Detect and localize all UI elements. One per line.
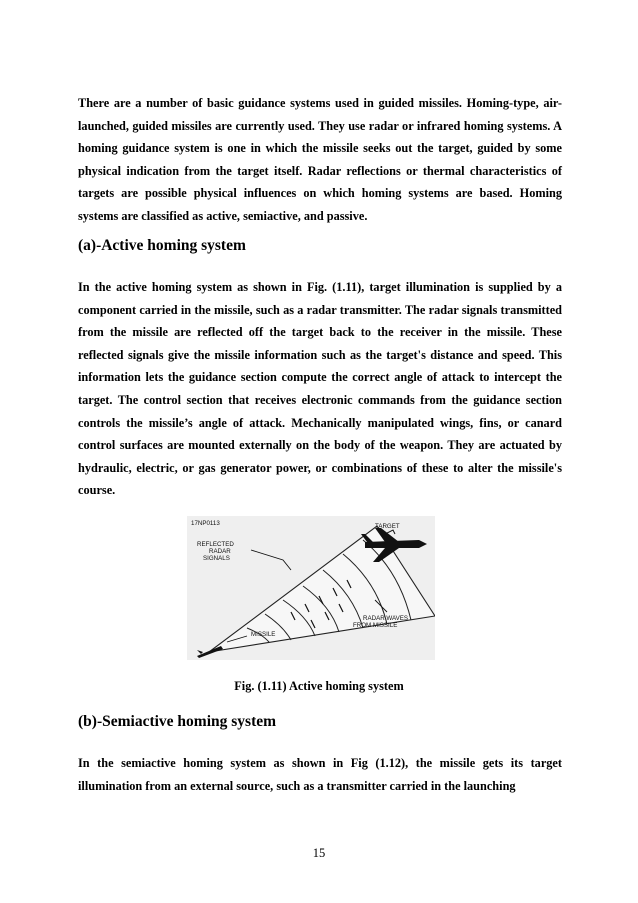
figure-caption: Fig. (1.11) Active homing system — [234, 679, 404, 693]
page-number: 15 — [312, 846, 326, 860]
waves-label-line-1: RADAR WAVES — [363, 615, 409, 622]
reflected-label-line-3: SIGNALS — [203, 555, 230, 562]
active-homing-heading: (a)-Active homing system — [78, 237, 246, 254]
waves-label-line-2: FROM MISSILE — [353, 622, 398, 629]
active-homing-paragraph: In the active homing system as shown in Fig. (1.11), target illumination is supplied by a component carried in the missile, such as a radar transmitter. The radar signals transmitted from the missile are reflected off the target back to the receiver in the missile. These reflected signals give the missile information such as the target's distance and speed. This information lets the guidance section compute the correct angle of attack to intercept the target. The control section that receives electronic commands from the guidance section controls the missile’s angle of attack. Mechanically manipulated wings, fins, or canard control surfaces are mounted externally on the body of the weapon. They are actuated by hydraulic, electric, or gas generator power, or combinations of these to alter the missile's course. — [78, 280, 562, 498]
reflected-pointer — [251, 550, 291, 570]
reflected-label-line-1: REFLECTED — [197, 541, 234, 548]
reflected-label-line-2: RADAR — [209, 548, 231, 555]
intro-paragraph: There are a number of basic guidance systems used in guided missiles. Homing-type, air-launched, guided missiles are currently used. They use radar or infrared homing systems. A homing guidance system is one in which the missile seeks out the target, guided by some physical indication from the target itself. Radar reflections or thermal characteristics of targets are possible physical influences on which homing systems are based. Homing systems are classified as active, semiactive, and passive. — [78, 96, 562, 223]
semiactive-homing-paragraph: In the semiactive homing system as shown in Fig (1.12), the missile gets its target illumination from an external source, such as a transmitter carried in the launching — [78, 756, 562, 793]
active-homing-figure — [187, 516, 435, 660]
figure-code: 17NP0113 — [191, 520, 220, 527]
semiactive-homing-heading: (b)-Semiactive homing system — [78, 713, 277, 730]
missile-label: MISSILE — [251, 631, 276, 638]
missile-icon — [197, 646, 223, 658]
target-label: TARGET — [375, 523, 400, 530]
